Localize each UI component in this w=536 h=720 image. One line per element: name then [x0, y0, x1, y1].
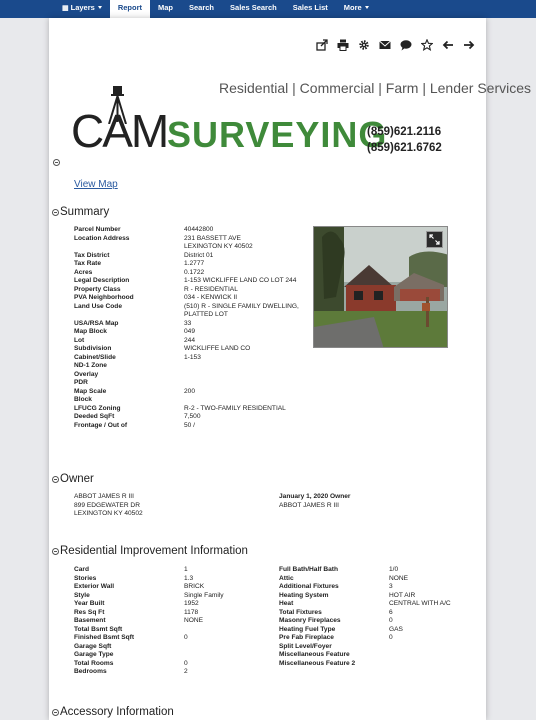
row-value: 200 [184, 387, 196, 395]
summary-title: Summary [60, 206, 110, 218]
table-row [74, 609, 224, 618]
report-page [49, 18, 532, 720]
table-row [279, 617, 451, 626]
table-row [279, 660, 451, 669]
row-label: Pre Fab Fireplace [279, 634, 334, 641]
row-label: Finished Bsmt Sqft [74, 634, 135, 641]
nav-report[interactable] [110, 0, 150, 18]
owner-name: ABBOT JAMES R III [74, 493, 134, 500]
row-label: Acres [74, 268, 93, 276]
row-value: 0.1722 [184, 268, 205, 276]
table-row [279, 634, 451, 643]
row-value: 049 [184, 328, 196, 335]
table-row [74, 583, 224, 592]
row-label: Heat [279, 600, 294, 607]
row-label: Tax Rate [74, 260, 101, 267]
owner-as-of [279, 493, 350, 510]
table-row [279, 566, 451, 575]
row-value: Single Family [184, 591, 224, 599]
share-icon[interactable] [315, 38, 328, 51]
row-value: 2 [184, 668, 188, 675]
row-label: ND-1 Zone [74, 362, 107, 369]
table-row [74, 371, 299, 380]
row-label: Parcel Number [74, 226, 121, 233]
table-row [74, 269, 299, 278]
row-label: Garage Sqft [74, 642, 112, 650]
row-label: Total Bsmt Sqft [74, 625, 123, 633]
row-label: Tax District [74, 251, 110, 259]
row-label: Exterior Wall [74, 583, 115, 590]
row-label [74, 243, 184, 252]
banner-tagline: Residential | Commercial | Farm | Lender Services [219, 80, 532, 96]
row-label: Bedrooms [74, 668, 107, 675]
owner-section-header[interactable] [52, 473, 94, 485]
table-row [74, 303, 299, 312]
row-value: R-2 - TWO-FAMILY RESIDENTIAL [184, 404, 286, 412]
table-row [74, 311, 299, 320]
row-label: USA/RSA Map [74, 319, 119, 327]
nav-map[interactable] [150, 0, 181, 18]
row-label: PDR [74, 379, 88, 386]
table-row [74, 235, 299, 244]
gear-icon[interactable] [357, 38, 370, 51]
table-row [279, 600, 451, 609]
row-label: Heating System [279, 591, 329, 599]
view-map-link[interactable]: View Map [74, 179, 118, 190]
row-value: 1-153 WICKLIFFE LAND CO LOT 244 [184, 277, 297, 284]
table-row [74, 362, 299, 371]
cam-surveying-banner [71, 76, 532, 166]
layers-grid-icon: ▦ [62, 5, 69, 12]
row-label: Map Block [74, 328, 107, 335]
row-value: CENTRAL WITH A/C [389, 600, 451, 607]
table-row [74, 243, 299, 252]
nav-sales-list[interactable] [285, 0, 336, 18]
owner-date-label: January 1, 2020 Owner [279, 493, 351, 500]
nav-more[interactable] [336, 0, 377, 18]
table-row [279, 643, 451, 652]
nav-layers[interactable] [54, 0, 110, 18]
table-row [74, 626, 224, 635]
row-label: Res Sq Ft [74, 608, 105, 616]
row-value: 1 [184, 566, 188, 573]
table-row [279, 609, 451, 618]
row-label: Stories [74, 574, 97, 582]
table-row [279, 575, 451, 584]
row-value: 0 [389, 634, 393, 641]
table-row [74, 277, 299, 286]
row-value: District 01 [184, 251, 214, 259]
row-label: Card [74, 566, 90, 573]
table-row [74, 388, 299, 397]
row-value: 034 - KENWICK II [184, 294, 238, 301]
row-label: Block [74, 396, 92, 403]
nav-layers-label: Layers [70, 3, 95, 12]
table-row [74, 592, 224, 601]
table-row [74, 354, 299, 363]
row-value: 1-153 [184, 353, 201, 361]
row-label: LFUCG Zoning [74, 404, 121, 412]
row-value: 0 [389, 617, 393, 624]
nav-sales-search-label: Sales Search [230, 3, 277, 12]
row-label: Split Level/Foyer [279, 642, 332, 650]
table-row [74, 294, 299, 303]
email-icon[interactable] [378, 38, 391, 51]
row-label: Subdivision [74, 345, 112, 352]
row-label: Style [74, 591, 90, 599]
owner-address-line2: LEXINGTON KY 40502 [74, 510, 143, 517]
table-row [74, 600, 224, 609]
row-label: Miscellaneous Feature [279, 651, 350, 658]
row-value: 244 [184, 336, 196, 344]
table-row [74, 405, 299, 414]
row-value: HOT AIR [389, 591, 416, 599]
row-value: 1.2777 [184, 260, 205, 267]
table-row [74, 396, 299, 405]
table-row [74, 566, 224, 575]
collapse-icon[interactable] [52, 709, 59, 716]
row-value: PLATTED LOT [184, 311, 228, 318]
table-row [74, 379, 299, 388]
report-toolbar [315, 38, 475, 51]
logo-cam-text: CAM [71, 105, 168, 157]
table-row [74, 575, 224, 584]
table-row [74, 617, 224, 626]
table-row [279, 651, 451, 660]
table-row [74, 660, 224, 669]
print-icon[interactable] [336, 38, 349, 51]
property-photo[interactable] [313, 226, 448, 348]
collapse-icon[interactable] [52, 548, 59, 555]
table-row [74, 226, 299, 235]
row-label: Overlay [74, 370, 99, 378]
table-row [74, 286, 299, 295]
star-icon[interactable] [420, 38, 433, 51]
row-label: Frontage / Out of [74, 421, 128, 429]
row-label: Property Class [74, 285, 121, 293]
table-row [74, 413, 299, 422]
summary-section-header[interactable] [52, 206, 109, 218]
row-value: 0 [184, 659, 188, 667]
row-value: 3 [389, 583, 393, 590]
summary-table [74, 226, 299, 430]
row-value: NONE [184, 617, 204, 624]
row-value: (510) R - SINGLE FAMILY DWELLING, [184, 302, 299, 310]
residential-title: Residential Improvement Information [60, 545, 248, 557]
row-label [74, 311, 184, 320]
row-label: Cabinet/Slide [74, 353, 116, 361]
row-label: PVA Neighborhood [74, 294, 134, 301]
table-row [279, 592, 451, 601]
row-label: Basement [74, 617, 106, 624]
row-value: 1.3 [184, 574, 194, 582]
table-row [74, 337, 299, 346]
table-row [74, 668, 224, 677]
row-label: Masonry Fireplaces [279, 617, 341, 624]
top-navbar [0, 0, 536, 18]
row-value: 1/0 [389, 566, 399, 573]
nav-search-label: Search [188, 3, 215, 12]
residential-section-header[interactable] [52, 545, 248, 557]
row-value: 50 / [184, 421, 195, 429]
row-label: Additional Fixtures [279, 583, 339, 590]
row-value: GAS [389, 625, 403, 633]
row-label: Year Built [74, 600, 105, 607]
row-label: Garage Type [74, 651, 114, 658]
accessory-section-header[interactable] [52, 706, 174, 718]
table-row [74, 260, 299, 269]
row-value: LEXINGTON KY 40502 [184, 243, 253, 250]
table-row [74, 651, 224, 660]
nav-more-label: More [343, 3, 362, 12]
comment-icon[interactable] [399, 38, 412, 51]
row-value: 231 BASSETT AVE [184, 234, 241, 242]
accessory-title: Accessory Information [60, 706, 174, 718]
table-row [74, 345, 299, 354]
row-label: Total Rooms [74, 659, 114, 667]
arrow-right-icon[interactable] [462, 38, 475, 51]
nav-sales-list-label: Sales List [292, 3, 328, 12]
row-label: Legal Description [74, 277, 130, 284]
row-label: Deeded SqFt [74, 413, 115, 420]
row-label: Heating Fuel Type [279, 625, 336, 633]
row-value: 1952 [184, 600, 199, 607]
table-row [74, 643, 224, 652]
owner-title: Owner [60, 473, 94, 485]
owner-current [74, 493, 143, 519]
owner-date-name: ABBOT JAMES R III [279, 501, 339, 509]
nav-search[interactable] [181, 0, 222, 18]
row-value: 0 [184, 634, 188, 641]
table-row [74, 252, 299, 261]
arrow-left-icon[interactable] [441, 38, 454, 51]
table-row [279, 626, 451, 635]
row-value: NONE [389, 574, 409, 582]
nav-sales-search[interactable] [222, 0, 285, 18]
row-label: Total Fixtures [279, 608, 322, 616]
row-value: R - RESIDENTIAL [184, 285, 238, 293]
expand-icon [429, 234, 440, 245]
row-label: Lot [74, 336, 85, 344]
row-label: Full Bath/Half Bath [279, 566, 338, 573]
caret-down-icon [365, 6, 369, 9]
phone-number-1: (859)621.2116 [367, 126, 442, 138]
row-value: BRICK [184, 583, 205, 590]
row-value: WICKLIFFE LAND CO [184, 345, 251, 352]
logo-surveying-text: SURVEYING [167, 114, 388, 155]
owner-address-line1: 899 EDGEWATER DR [74, 501, 140, 509]
table-row [279, 583, 451, 592]
row-value: 1178 [184, 608, 199, 616]
residential-table-right [279, 566, 451, 668]
row-label: Location Address [74, 234, 130, 242]
row-value: 33 [184, 319, 192, 327]
nav-report-label: Report [117, 3, 142, 12]
collapse-icon[interactable] [52, 476, 59, 483]
caret-down-icon [98, 6, 102, 9]
table-row [74, 320, 299, 329]
map-collapse-icon[interactable] [53, 159, 60, 166]
phone-number-2: (859)621.6762 [367, 142, 442, 154]
row-label: Miscellaneous Feature 2 [279, 659, 356, 667]
row-value: 7,500 [184, 413, 201, 420]
table-row [74, 634, 224, 643]
nav-map-label: Map [157, 3, 173, 12]
row-value: 6 [389, 608, 393, 616]
row-label: Attic [279, 574, 294, 582]
collapse-icon[interactable] [52, 209, 59, 216]
residential-table-left [74, 566, 224, 677]
table-row [74, 328, 299, 337]
expand-photo-button[interactable] [426, 231, 443, 248]
table-row [74, 422, 299, 431]
row-value: 40442800 [184, 226, 214, 233]
row-label: Map Scale [74, 387, 107, 395]
row-label: Land Use Code [74, 302, 122, 310]
